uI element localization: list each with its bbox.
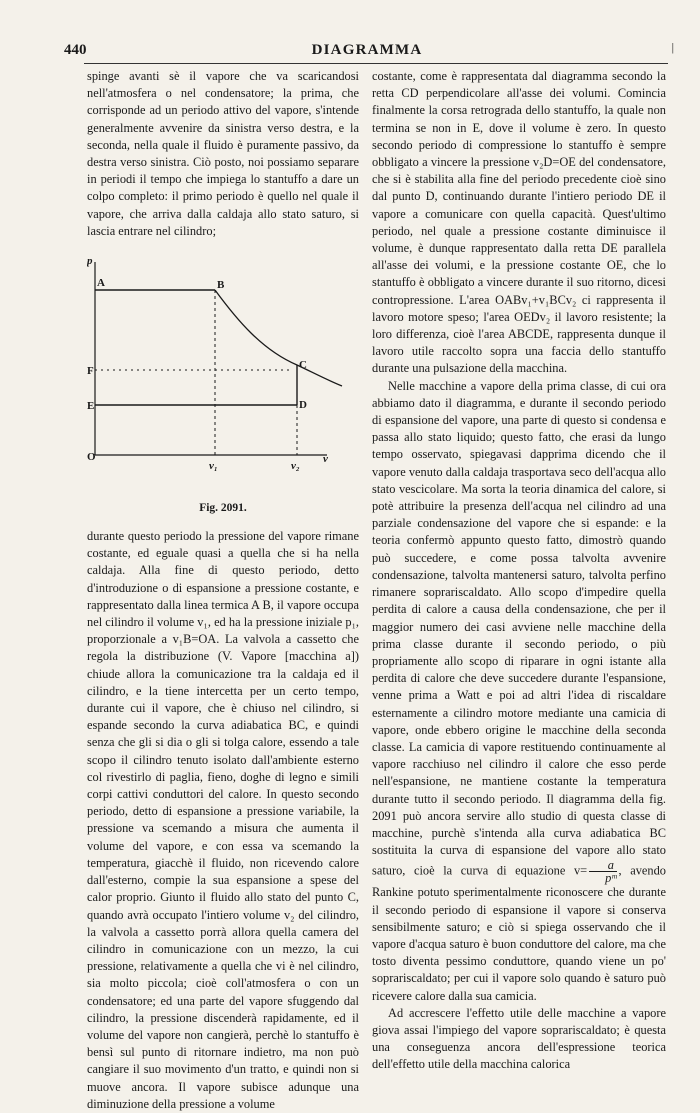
- label-A: A: [97, 277, 105, 290]
- label-F: F: [87, 365, 94, 378]
- page-number: 440: [64, 42, 87, 58]
- right-paragraph-1: costante, come è rappresentata dal diagramma secondo la retta CD perpendicolare all'asse dei volumi. Comincia finalmente la corsa retrograda dello stantuffo, la quale non termina se non in E, dove il volume è zero. In questo secondo periodo di compressione lo stantuffo è sempre obbligato a vincere la pressione v₂D=OE del condensatore, che si è stabilita alla fine del periodo precedente cioè sino dal punto D, continuando durante l'intiero periodo DE il vapore a comunicare con quella capacità. Quest'ultimo periodo, nel quale a pressione costante diminuisce il volume, è dunque rappresentato dalla retta DE parallela all'asse dei volumi, e la pressione costante OE, che lo stantuffo è obbligato a vincere durante il suo ritorno, dicesi contropressione. L'area OABv₁+v₁BCv₂ ci rappresenta il lavoro motore speso; l'area OEDv₂ il lavoro resistente; la loro differenza, cioè l'area ABCDE, rappresenta dunque il lavoro utile raccolto sopra una faccia dello stantuffo durante una pulsazione della macchina.: [372, 69, 666, 376]
- label-v2: v₂: [291, 460, 300, 473]
- pv-diagram: [87, 250, 359, 495]
- running-title: DIAGRAMMA: [311, 42, 423, 58]
- label-v: v: [323, 453, 328, 466]
- header-rule: [84, 63, 668, 64]
- label-E: E: [87, 400, 95, 413]
- label-B: B: [217, 279, 225, 292]
- page-header: [64, 40, 674, 60]
- label-O: O: [87, 451, 96, 464]
- equation-numerator: a: [589, 859, 616, 872]
- equation-fraction: [589, 859, 616, 884]
- left-paragraph-1: spinge avanti sè il vapore che va scaricandosi nell'atmosfera o nel condensatore; la prima, che corrisponde ad un periodo attivo del vapore, s'intende generalmente avvenire da sinistra verso destra, e la seconda, nella quale il fluido è puramente passivo, da destra verso sinistra. Ciò posto, noi possiamo separare in periodi il tempo che impiega lo stantuffo a dare un colpo completo: il primo periodo è quello nel quale il vapore, che arriva dalla caldaja allo stato saturo, si lascia entrare nel cilindro;: [87, 69, 359, 238]
- label-p: p: [87, 255, 93, 268]
- equation-denominator: pᵐ: [605, 871, 617, 886]
- label-D: D: [299, 399, 307, 412]
- left-column: [87, 68, 359, 1113]
- right-paragraph-3: Ad accrescere l'effetto utile delle macchine a vapore giova assai l'impiego del vapore soprariscaldato; è questa una conseguenza ancora dell'espressione teorica dell'effetto utile della macchina calorica: [372, 1005, 666, 1072]
- left-paragraph-2: durante questo periodo la pressione del vapore rimane costante, ed eguale quasi a quella che si ha nella caldaja. Alla fine di questo periodo, detto d'introduzione o di espansione a pressione costante, e rappresentato dalla linea termica A B, il vapore occupa nel cilindro il volume v₁, ed ha la pressione iniziale p₁, proporzionale a v₁B=OA. La valvola a cassetto che regola la distribuzione (V. Vapore [macchina a]) chiude allora la comunicazione tra la caldaja ed il cilindro, e la tiene intercetta per un certo tempo, durante cui il vapore, che è chiuso nel cilindro, si espande secondo la curva adiabatica BC, e quindi senza che gli si dia o gli si tolga calore, essendo a tale scopo il cilindro tenuto isolato dall'ambiente esterno col rivestirlo di paglia, fieno, doghe di legno e simili corpi cattivi conduttori del calore. In questo secondo periodo, detto di espansione a pressione variabile, la pressione va scemando a misura che aumenta il volume del vapore, e con essa va scemando la temperatura, giacchè il fluido, non ricevendo calore dall'esterno, compie la sua espansione a spese del calor proprio. Giunto il fluido allo stato del punto C, quando avrà occupato l'intiero volume v₂ del cilindro, la valvola a cassetto porrà allora quella camera del cilindro in comunicazione con un mezzo, la cui pressione, relativamente a quella che vi è nel cilindro, sia molto piccola; cioè coll'atmosfera o con un condensatore; ed una parte del vapore sfuggendo dal cilindro, la pressione discenderà rapidamente, ed il volume del vapore non cangierà, perchè lo stantuffo è bensì sul punto di ritornare indietro, ma non può cangiare il suo movimento d'un tratto, e quindi non si muove ancora. Il vapore subisce adunque una diminuzione della pressione a volume: [87, 529, 359, 1111]
- right-paragraph-2b: , avendo Rankine potuto sperimentalmente riconoscere che durante il secondo periodo di espansione il vapore si conserva sensibilmente saturo; e ciò si spiega osservando che il vapore d'acqua saturo è buon conduttore del calore, ma che tosto diventa pessimo conduttore, quando viene un po' soprariscaldato; per cui il vapore solo quando è saturo può ricevere calore dalla sua camicia.: [372, 863, 666, 1003]
- right-column: [372, 68, 666, 1074]
- right-paragraph-2: [372, 378, 666, 1005]
- label-v1: v₁: [209, 460, 218, 473]
- curve-bc: [215, 290, 342, 386]
- figure-caption: Fig. 2091.: [199, 502, 247, 515]
- margin-mark: |: [671, 40, 674, 54]
- right-paragraph-2a: Nelle macchine a vapore della prima classe, di cui ora abbiamo dato il diagramma, e durante il secondo periodo di espansione del vapore, una parte di questo si condensa e passa allo stato liquido; questo fatto, che erasi da lungo tempo osservato, spiegavasi dapprima dicendo che il vapore venuto dalla caldaja trasportava seco dell'acqua allo stato vescicolare. Ma sorta la teoria dinamica del calore, si potè attribuire la presenza dell'acqua nel cilindro ad una parziale condensazione del vapore che si espande: e la teoria confermò appunto questo fatto, dimostrò quando può succedere, e come possa talvolta avvenire condensazione, talvolta mantenersi saturo, talvolta perfino rimanere soprariscaldato. Allo scopo d'impedire quella perdita di calore a causa della condensazione, che per il maggior numero dei casi avviene nelle macchine della prima classe durante il secondo periodo, o più propriamente allo scopo di riparare in ogni istante alla perdita di calore che deve succedere durante l'espansione, venne prima a Watt e poi ad altri l'idea di riscaldare esternamente a cilindro motore mediante una camicia di vapore, onde ebbero origine le macchine della seconda classe. La camicia di vapore restituendo continuamente al vapore racchiuso nel cilindro il calore che esso perde nell'espansione, ne mantiene costante la temperatura durante tutto il secondo periodo. Il diagramma della fig. 2091 può ancora servire allo studio di questa classe di macchine, purchè s'intenda alla curva adiabatica BC sostituita la curva di espansione del vapore allo stato saturo, cioè la curva di equazione v=: [372, 378, 666, 878]
- figure-2091: [87, 250, 359, 520]
- label-C: C: [299, 359, 307, 372]
